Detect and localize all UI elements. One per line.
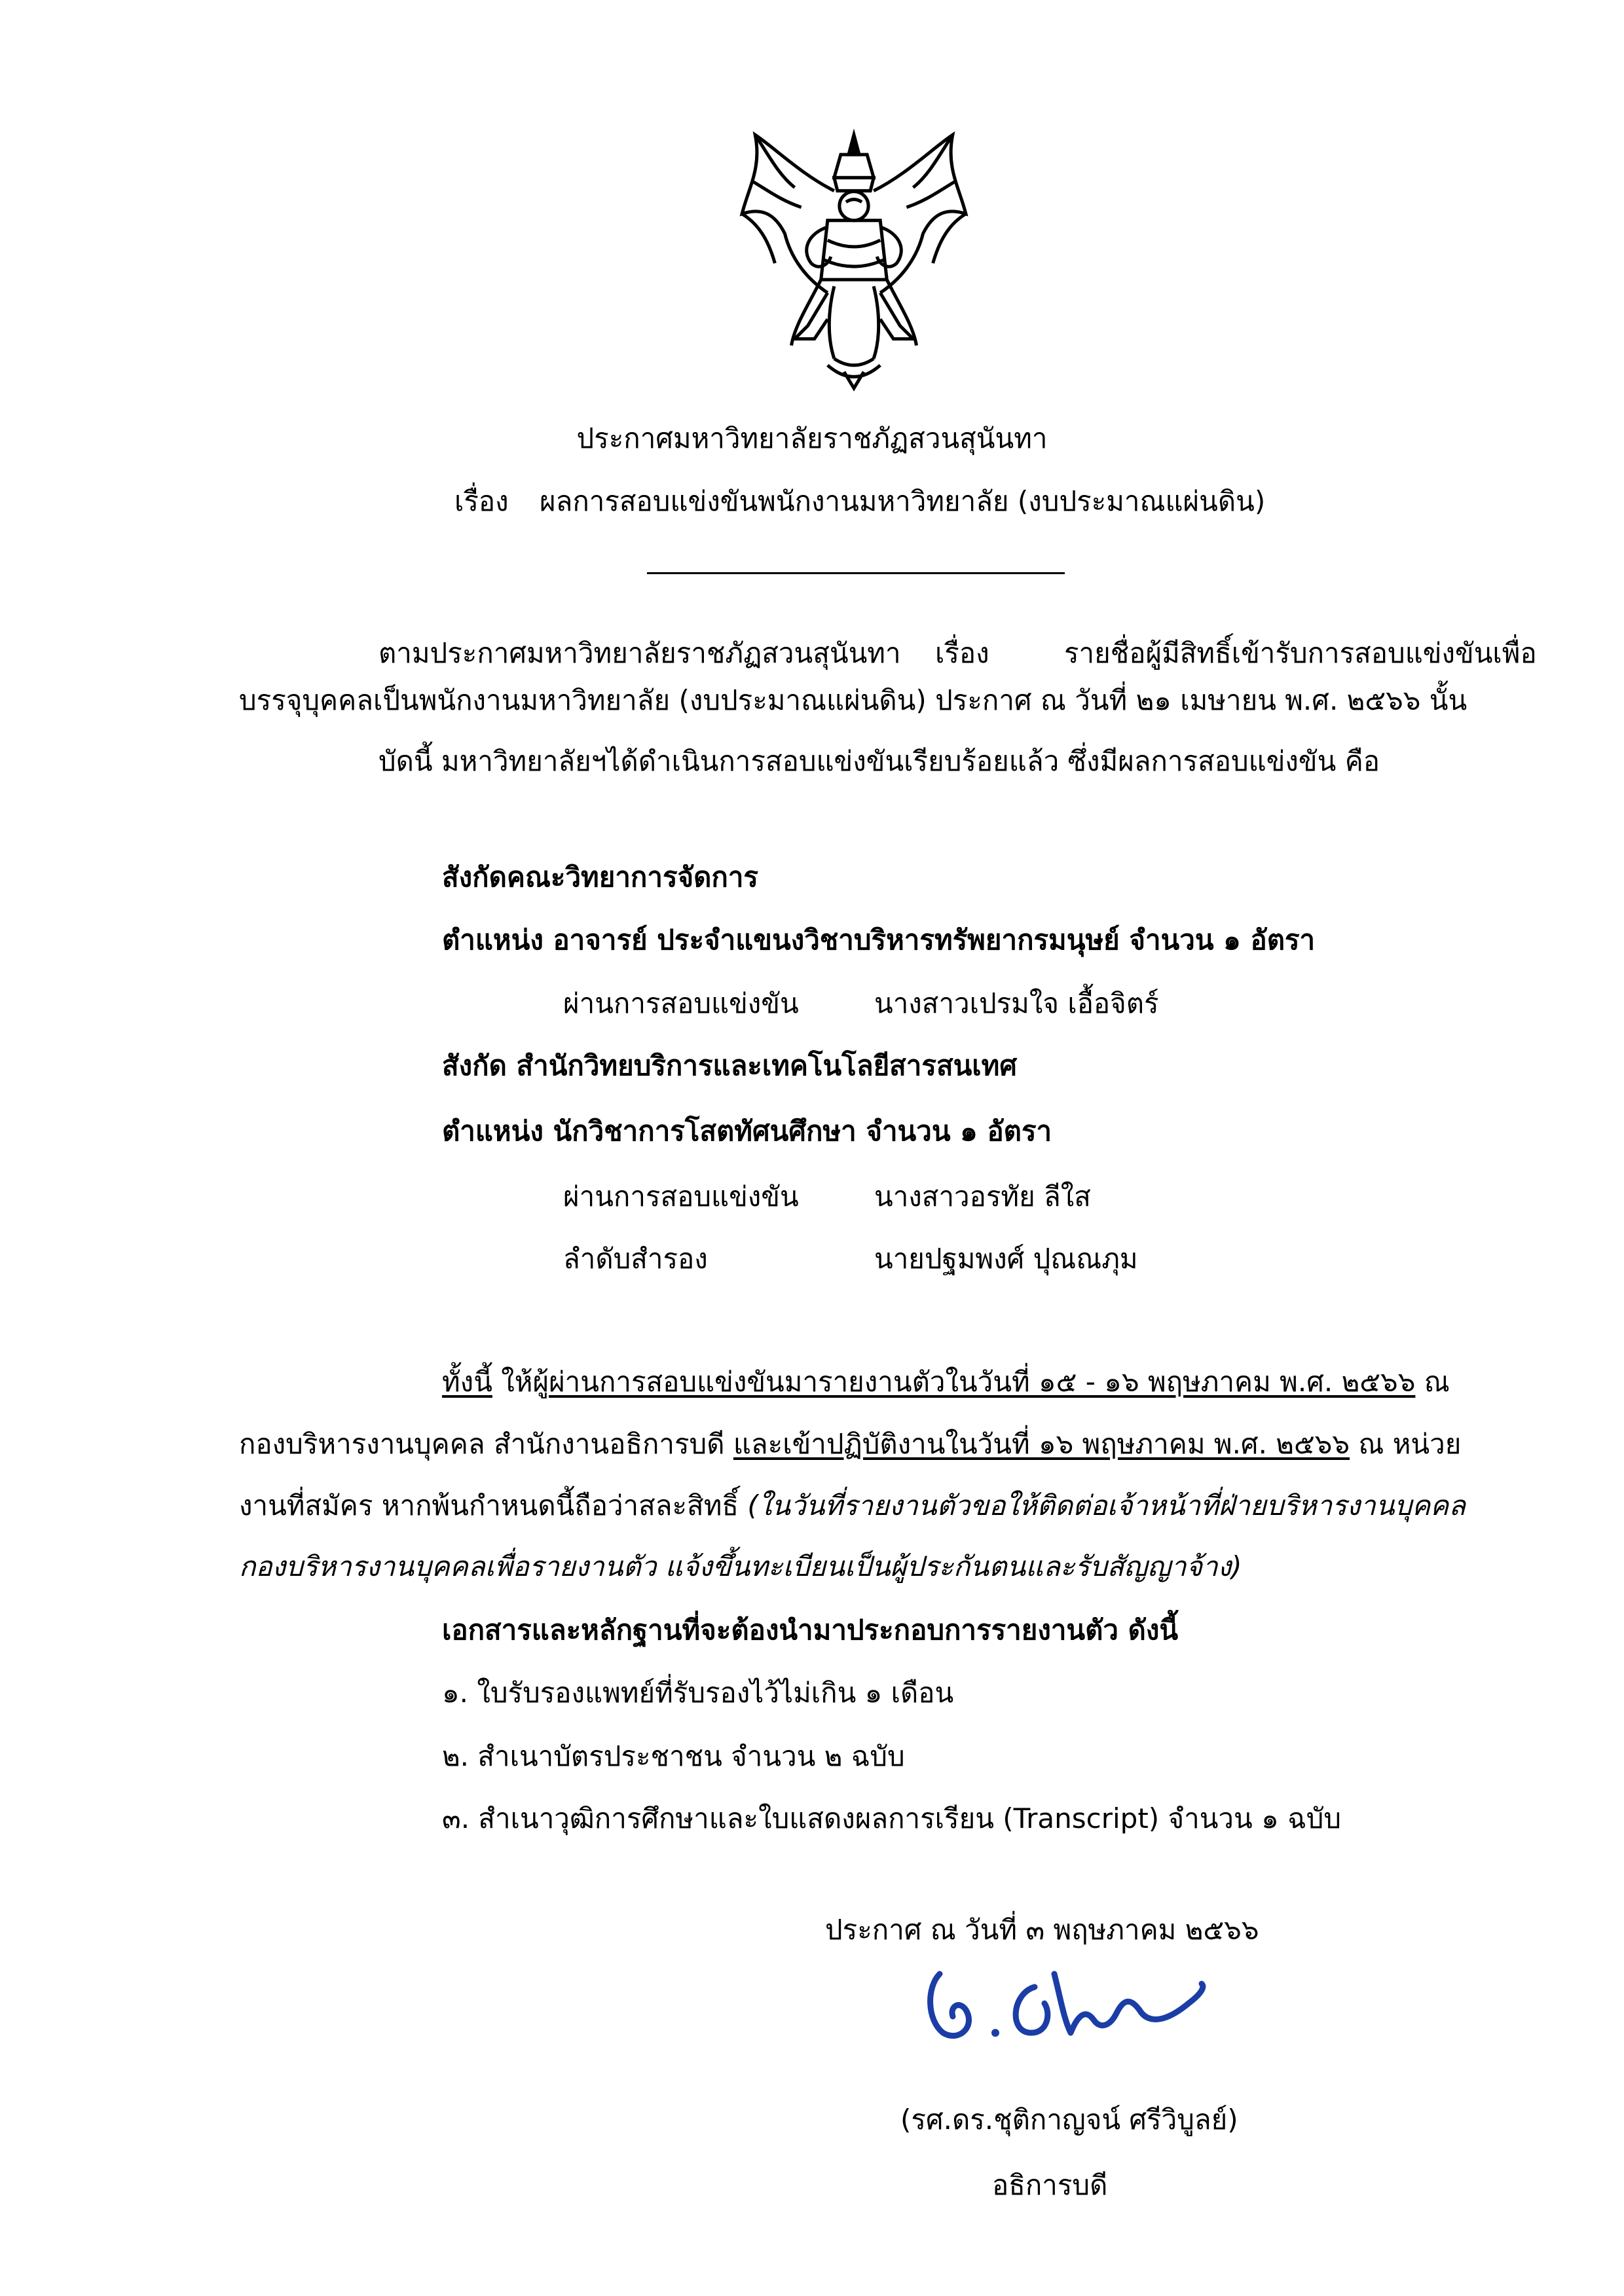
report-line2 xyxy=(239,1426,1461,1463)
result-name: นางสาวเปรมใจ เอื้อจิตร์ xyxy=(874,987,1159,1019)
report-line3 xyxy=(239,1487,1466,1524)
section-unit: สังกัดคณะวิทยาการจัดการ xyxy=(442,861,758,893)
report-line2-b: ณ หน่วย xyxy=(1350,1428,1462,1460)
result-label: ลำดับสำรอง xyxy=(563,1243,708,1275)
garuda-emblem-icon xyxy=(729,128,979,392)
report-line4: กองบริหารงานบุคคลเพื่อรายงานตัว แจ้งขึ้นทะเบียนเป็นผู้ประกันตนและรับสัญญาจ้าง) xyxy=(239,1550,1242,1582)
report-line2-a: กองบริหารงานบุคคล สำนักงานอธิการบดี xyxy=(239,1428,733,1460)
document-item: ๑. ใบรับรองแพทย์ที่รับรองไว้ไม่เกิน ๑ เดือน xyxy=(442,1677,954,1709)
intro-line2: บรรจุบุคคลเป็นพนักงานมหาวิทยาลัย (งบประมาณแผ่นดิน) ประกาศ ณ วันที่ ๒๑ เมษายน พ.ศ. ๒๕๖๖ นั้น xyxy=(239,684,1467,716)
announcement-date: ประกาศ ณ วันที่ ๓ พฤษภาคม ๒๕๖๖ xyxy=(825,1914,1259,1946)
page-title: ประกาศมหาวิทยาลัยราชภัฏสวนสุนันทา xyxy=(576,422,1048,454)
intro-line1-a: ตามประกาศมหาวิทยาลัยราชภัฏสวนสุนันทา xyxy=(378,637,901,669)
report-line1-mid: ให้ผู้ xyxy=(492,1366,549,1398)
intro-line1-c: รายชื่อผู้มีสิทธิ์เข้ารับการสอบแข่งขันเพื่อ xyxy=(1064,637,1537,669)
document-item: ๓. สำเนาวุฒิการศึกษาและใบแสดงผลการเรียน (Transcript) จำนวน ๑ ฉบับ xyxy=(442,1802,1342,1834)
result-name: นายปฐมพงศ์ ปุณณภุม xyxy=(874,1243,1138,1275)
subject: ผลการสอบแข่งขันพนักงานมหาวิทยาลัย (งบประมาณแผ่นดิน) xyxy=(540,485,1266,517)
handwritten-signature-icon xyxy=(913,1948,1215,2052)
signer-name: (รศ.ดร.ชุติกาญจน์ ศรีวิบูลย์) xyxy=(900,2104,1238,2136)
report-line3-a: งานที่สมัคร หากพ้นกำหนดนี้ถือว่าสละสิทธิ์ xyxy=(239,1489,748,1522)
result-name: นางสาวอรทัย ลีใส xyxy=(874,1180,1091,1212)
report-line1-end: ณ xyxy=(1415,1366,1450,1398)
documents-heading: เอกสารและหลักฐานที่จะต้องนำมาประกอบการรายงานตัว ดังนี้ xyxy=(442,1614,1179,1646)
document-item: ๒. สำเนาบัตรประชาชน จำนวน ๒ ฉบับ xyxy=(442,1740,905,1772)
intro-line1-b: เรื่อง xyxy=(935,637,989,669)
result-label: ผ่านการสอบแข่งขัน xyxy=(563,1180,799,1212)
report-line1-underlined-b: ผ่านการสอบแข่งขันมารายงานตัวในวันที่ ๑๕ - ๑๖ พฤษภาคม พ.ศ. ๒๕๖๖ xyxy=(549,1366,1416,1398)
section-unit: สังกัด สำนักวิทยบริการและเทคโนโลยีสารสนเทศ xyxy=(442,1049,1018,1082)
signer-title: อธิการบดี xyxy=(992,2169,1108,2201)
report-line1-underlined-a: ทั้งนี้ xyxy=(442,1366,492,1398)
section-position: ตำแหน่ง อาจารย์ ประจำแขนงวิชาบริหารทรัพยากรมนุษย์ จำนวน ๑ อัตรา xyxy=(442,924,1316,956)
subject-label: เรื่อง xyxy=(454,485,509,517)
section-position: ตำแหน่ง นักวิชาการโสตทัศนศึกษา จำนวน ๑ อัตรา xyxy=(442,1115,1052,1147)
report-line3-italic: (ในวันที่รายงานตัวขอให้ติดต่อเจ้าหน้าที่ฝ่ายบริหารงานบุคคล xyxy=(747,1489,1466,1522)
result-label: ผ่านการสอบแข่งขัน xyxy=(563,987,799,1019)
divider xyxy=(647,572,1065,574)
intro-line3: บัดนี้ มหาวิทยาลัยฯได้ดำเนินการสอบแข่งขันเรียบร้อยแล้ว ซึ่งมีผลการสอบแข่งขัน คือ xyxy=(378,745,1380,777)
report-line2-underlined: และเข้าปฏิบัติงานในวันที่ ๑๖ พฤษภาคม พ.ศ. ๒๕๖๖ xyxy=(733,1428,1350,1460)
report-line1 xyxy=(442,1364,1482,1400)
